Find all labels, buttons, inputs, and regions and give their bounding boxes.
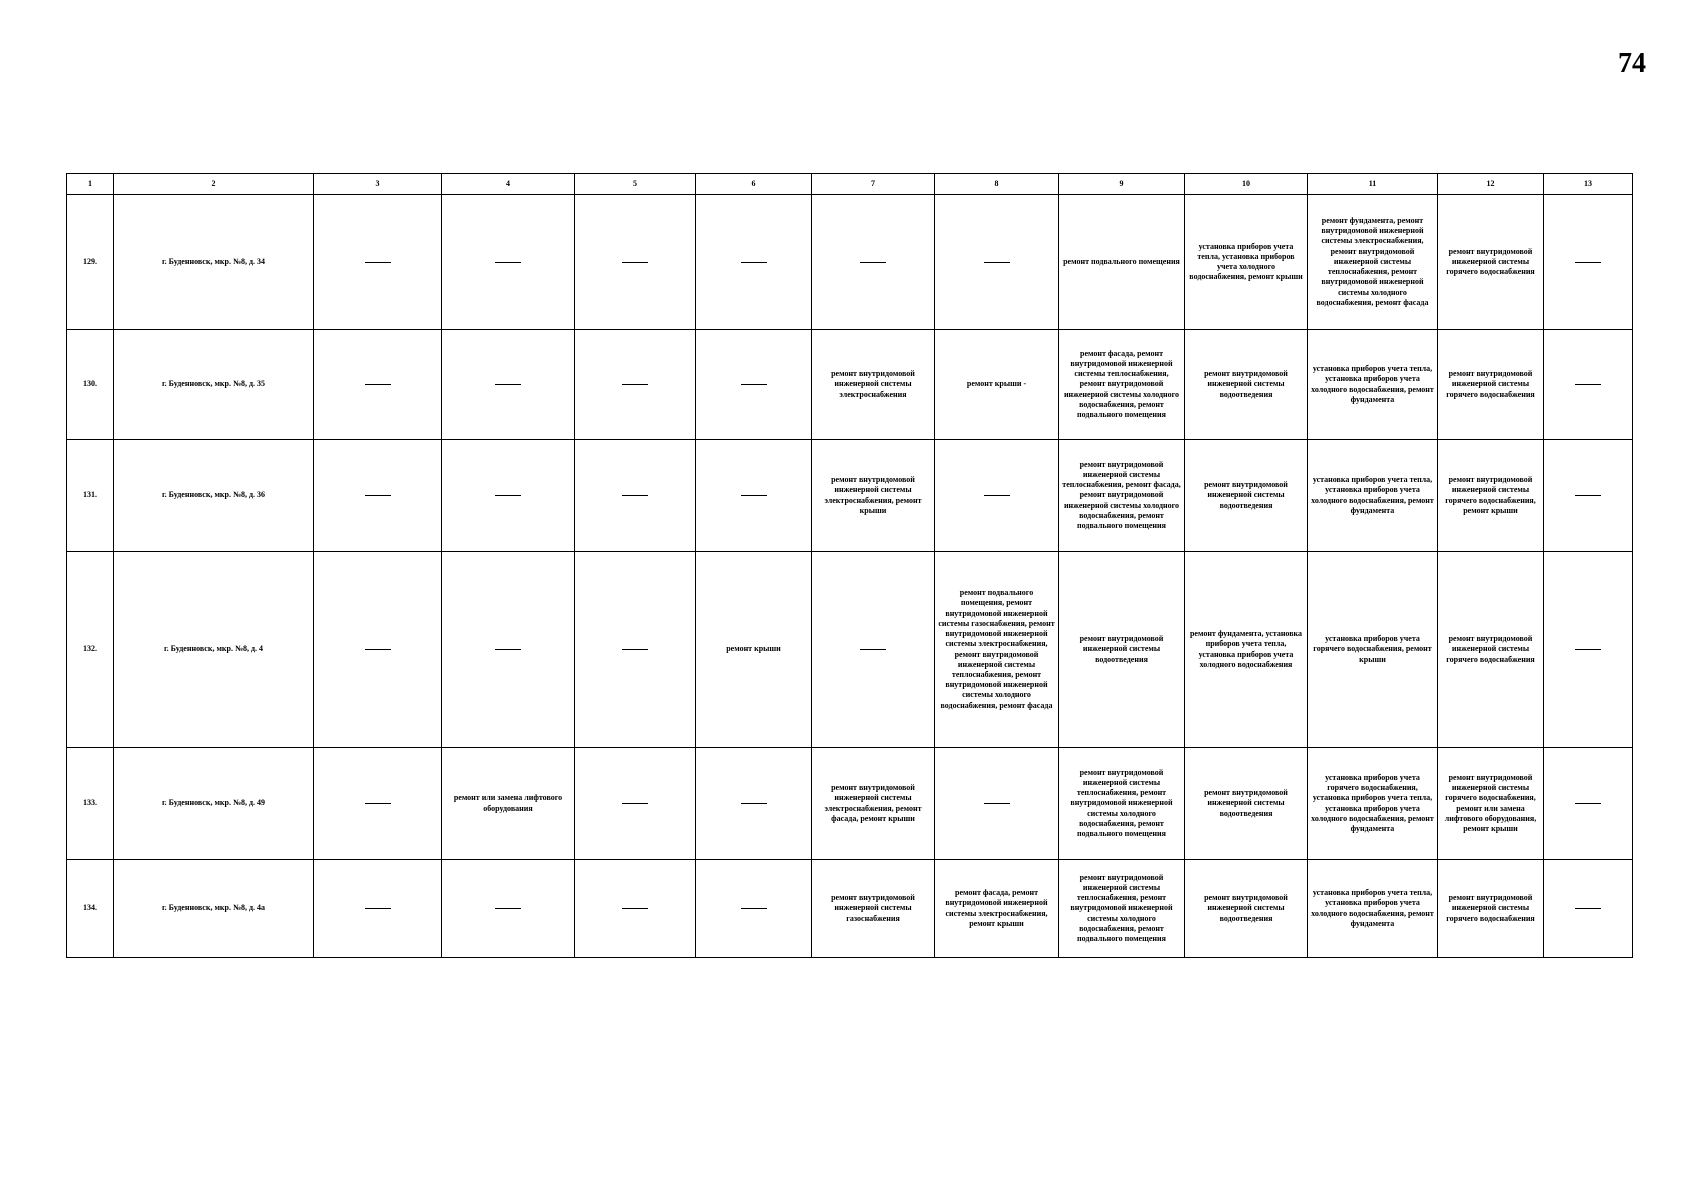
cell-col-12: ремонт внутридомовой инженерной системы горячего водоснабжения bbox=[1438, 860, 1544, 958]
cell-col-5 bbox=[575, 330, 696, 440]
building-address: г. Буденновск, мкр. №8, д. 4 bbox=[114, 552, 314, 748]
cell-col-8 bbox=[935, 440, 1059, 552]
cell-col-12: ремонт внутридомовой инженерной системы горячего водоснабжения, ремонт или замена лифтового оборудования, ремонт крыши bbox=[1438, 748, 1544, 860]
building-address: г. Буденновск, мкр. №8, д. 34 bbox=[114, 195, 314, 330]
row-number: 134. bbox=[67, 860, 114, 958]
empty-dash bbox=[984, 495, 1010, 496]
cell-col-8: ремонт подвального помещения, ремонт внутридомовой инженерной системы газоснабжения, ремонт внутридомовой инженерной системы электроснабжения, ремонт внутридомовой инженерной системы теплоснабжения, ремонт внутридомовой инженерной системы холодного водоснабжения, ремонт фасада bbox=[935, 552, 1059, 748]
cell-col-12: ремонт внутридомовой инженерной системы горячего водоснабжения bbox=[1438, 195, 1544, 330]
empty-dash bbox=[622, 384, 648, 385]
page-number: 74 bbox=[1618, 48, 1646, 79]
cell-col-8 bbox=[935, 748, 1059, 860]
cell-col-7: ремонт внутридомовой инженерной системы электроснабжения, ремонт крыши bbox=[812, 440, 935, 552]
cell-col-11: ремонт фундамента, ремонт внутридомовой инженерной системы электроснабжения, ремонт внутридомовой инженерной системы теплоснабжения, ремонт внутридомовой инженерной системы холодного водоснабжения, ремонт фасада bbox=[1308, 195, 1438, 330]
cell-col-8: ремонт крыши - bbox=[935, 330, 1059, 440]
cell-col-12: ремонт внутридомовой инженерной системы горячего водоснабжения bbox=[1438, 552, 1544, 748]
cell-col-13 bbox=[1544, 860, 1633, 958]
cell-col-4 bbox=[442, 552, 575, 748]
table-row bbox=[67, 330, 1633, 440]
cell-col-5 bbox=[575, 195, 696, 330]
cell-col-3 bbox=[314, 330, 442, 440]
repair-schedule-table bbox=[66, 173, 1633, 958]
cell-col-10: ремонт внутридомовой инженерной системы водоотведения bbox=[1185, 440, 1308, 552]
cell-col-6 bbox=[696, 195, 812, 330]
empty-dash bbox=[1575, 649, 1601, 650]
cell-col-6 bbox=[696, 330, 812, 440]
empty-dash bbox=[495, 262, 521, 263]
column-header: 2 bbox=[114, 174, 314, 195]
cell-col-11: установка приборов учета тепла, установка приборов учета холодного водоснабжения, ремонт фундамента bbox=[1308, 330, 1438, 440]
cell-col-10: ремонт внутридомовой инженерной системы водоотведения bbox=[1185, 330, 1308, 440]
cell-col-6 bbox=[696, 748, 812, 860]
empty-dash bbox=[984, 262, 1010, 263]
row-number: 131. bbox=[67, 440, 114, 552]
cell-col-9: ремонт внутридомовой инженерной системы водоотведения bbox=[1059, 552, 1185, 748]
column-header: 12 bbox=[1438, 174, 1544, 195]
empty-dash bbox=[495, 384, 521, 385]
table-row bbox=[67, 195, 1633, 330]
cell-col-4 bbox=[442, 330, 575, 440]
row-number: 129. bbox=[67, 195, 114, 330]
empty-dash bbox=[622, 262, 648, 263]
cell-col-12: ремонт внутридомовой инженерной системы горячего водоснабжения bbox=[1438, 330, 1544, 440]
empty-dash bbox=[495, 649, 521, 650]
cell-col-3 bbox=[314, 748, 442, 860]
cell-col-9: ремонт подвального помещения bbox=[1059, 195, 1185, 330]
empty-dash bbox=[741, 495, 767, 496]
empty-dash bbox=[365, 495, 391, 496]
empty-dash bbox=[365, 803, 391, 804]
column-header: 13 bbox=[1544, 174, 1633, 195]
empty-dash bbox=[1575, 384, 1601, 385]
empty-dash bbox=[741, 262, 767, 263]
empty-dash bbox=[741, 908, 767, 909]
cell-col-6 bbox=[696, 860, 812, 958]
cell-col-10: установка приборов учета тепла, установка приборов учета холодного водоснабжения, ремонт крыши bbox=[1185, 195, 1308, 330]
row-number: 132. bbox=[67, 552, 114, 748]
cell-col-10: ремонт фундамента, установка приборов учета тепла, установка приборов учета холодного водоснабжения bbox=[1185, 552, 1308, 748]
table-row bbox=[67, 748, 1633, 860]
column-header: 7 bbox=[812, 174, 935, 195]
cell-col-13 bbox=[1544, 748, 1633, 860]
cell-col-5 bbox=[575, 748, 696, 860]
building-address: г. Буденновск, мкр. №8, д. 35 bbox=[114, 330, 314, 440]
cell-col-3 bbox=[314, 440, 442, 552]
column-header: 11 bbox=[1308, 174, 1438, 195]
table-body bbox=[67, 195, 1633, 958]
empty-dash bbox=[860, 649, 886, 650]
cell-col-4: ремонт или замена лифтового оборудования bbox=[442, 748, 575, 860]
cell-col-11: установка приборов учета горячего водоснабжения, установка приборов учета тепла, установка приборов учета холодного водоснабжения, ремонт фундамента bbox=[1308, 748, 1438, 860]
empty-dash bbox=[365, 262, 391, 263]
column-header: 8 bbox=[935, 174, 1059, 195]
table-row bbox=[67, 552, 1633, 748]
cell-col-13 bbox=[1544, 330, 1633, 440]
cell-col-4 bbox=[442, 440, 575, 552]
empty-dash bbox=[1575, 803, 1601, 804]
empty-dash bbox=[1575, 495, 1601, 496]
cell-col-7: ремонт внутридомовой инженерной системы электроснабжения, ремонт фасада, ремонт крыши bbox=[812, 748, 935, 860]
cell-col-3 bbox=[314, 860, 442, 958]
column-number-row bbox=[67, 174, 1633, 195]
cell-col-6: ремонт крыши bbox=[696, 552, 812, 748]
cell-col-10: ремонт внутридомовой инженерной системы водоотведения bbox=[1185, 860, 1308, 958]
cell-col-9: ремонт внутридомовой инженерной системы теплоснабжения, ремонт фасада, ремонт внутридомовой инженерной системы холодного водоснабжения, ремонт подвального помещения bbox=[1059, 440, 1185, 552]
empty-dash bbox=[860, 262, 886, 263]
empty-dash bbox=[1575, 262, 1601, 263]
empty-dash bbox=[495, 495, 521, 496]
empty-dash bbox=[365, 908, 391, 909]
cell-col-5 bbox=[575, 440, 696, 552]
empty-dash bbox=[622, 908, 648, 909]
cell-col-9: ремонт фасада, ремонт внутридомовой инженерной системы теплоснабжения, ремонт внутридомовой инженерной системы холодного водоснабжения, ремонт подвального помещения bbox=[1059, 330, 1185, 440]
column-header: 4 bbox=[442, 174, 575, 195]
cell-col-13 bbox=[1544, 440, 1633, 552]
empty-dash bbox=[741, 384, 767, 385]
empty-dash bbox=[741, 803, 767, 804]
column-header: 9 bbox=[1059, 174, 1185, 195]
building-address: г. Буденновск, мкр. №8, д. 36 bbox=[114, 440, 314, 552]
cell-col-7: ремонт внутридомовой инженерной системы газоснабжения bbox=[812, 860, 935, 958]
table-row bbox=[67, 440, 1633, 552]
cell-col-10: ремонт внутридомовой инженерной системы водоотведения bbox=[1185, 748, 1308, 860]
cell-col-7: ремонт внутридомовой инженерной системы электроснабжения bbox=[812, 330, 935, 440]
column-header: 1 bbox=[67, 174, 114, 195]
cell-col-5 bbox=[575, 860, 696, 958]
cell-col-11: установка приборов учета тепла, установка приборов учета холодного водоснабжения, ремонт фундамента bbox=[1308, 440, 1438, 552]
cell-col-9: ремонт внутридомовой инженерной системы теплоснабжения, ремонт внутридомовой инженерной системы холодного водоснабжения, ремонт подвального помещения bbox=[1059, 748, 1185, 860]
empty-dash bbox=[1575, 908, 1601, 909]
empty-dash bbox=[365, 649, 391, 650]
empty-dash bbox=[622, 649, 648, 650]
empty-dash bbox=[622, 803, 648, 804]
column-header: 5 bbox=[575, 174, 696, 195]
cell-col-3 bbox=[314, 552, 442, 748]
cell-col-7 bbox=[812, 195, 935, 330]
empty-dash bbox=[365, 384, 391, 385]
cell-col-4 bbox=[442, 860, 575, 958]
cell-col-8 bbox=[935, 195, 1059, 330]
cell-col-3 bbox=[314, 195, 442, 330]
column-header: 10 bbox=[1185, 174, 1308, 195]
cell-col-6 bbox=[696, 440, 812, 552]
empty-dash bbox=[495, 908, 521, 909]
column-header: 6 bbox=[696, 174, 812, 195]
cell-col-12: ремонт внутридомовой инженерной системы горячего водоснабжения, ремонт крыши bbox=[1438, 440, 1544, 552]
column-header: 3 bbox=[314, 174, 442, 195]
building-address: г. Буденновск, мкр. №8, д. 4а bbox=[114, 860, 314, 958]
cell-col-13 bbox=[1544, 195, 1633, 330]
cell-col-4 bbox=[442, 195, 575, 330]
cell-col-7 bbox=[812, 552, 935, 748]
row-number: 130. bbox=[67, 330, 114, 440]
cell-col-13 bbox=[1544, 552, 1633, 748]
empty-dash bbox=[984, 803, 1010, 804]
empty-dash bbox=[622, 495, 648, 496]
building-address: г. Буденновск, мкр. №8, д. 49 bbox=[114, 748, 314, 860]
row-number: 133. bbox=[67, 748, 114, 860]
table-row bbox=[67, 860, 1633, 958]
cell-col-8: ремонт фасада, ремонт внутридомовой инженерной системы электроснабжения, ремонт крыши bbox=[935, 860, 1059, 958]
cell-col-5 bbox=[575, 552, 696, 748]
cell-col-11: установка приборов учета горячего водоснабжения, ремонт крыши bbox=[1308, 552, 1438, 748]
cell-col-11: установка приборов учета тепла, установка приборов учета холодного водоснабжения, ремонт фундамента bbox=[1308, 860, 1438, 958]
cell-col-9: ремонт внутридомовой инженерной системы теплоснабжения, ремонт внутридомовой инженерной системы холодного водоснабжения, ремонт подвального помещения bbox=[1059, 860, 1185, 958]
